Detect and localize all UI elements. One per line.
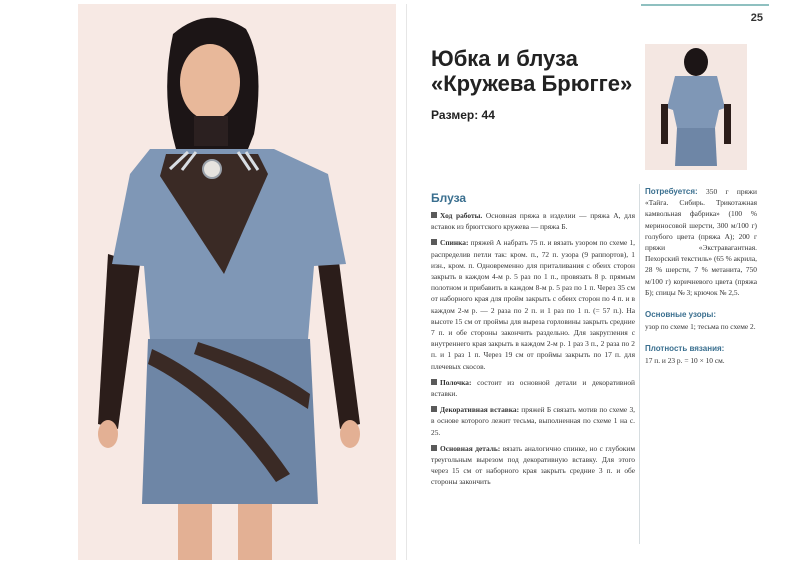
materials-block [645,186,757,298]
left-page [78,4,396,560]
model-photo [78,4,396,560]
patterns-heading: Основные узоры: [645,310,717,320]
patterns-block [645,310,757,332]
paragraph-main-part: Основная деталь: вязать аналогично спинке, но с глубоким треугольным вырезом под декоративную вставку. Для этого через 15 см от наборного края закрыть средние 3 п. и обе стороны закончить [431,443,635,487]
density-block [645,344,757,366]
back-view-thumbnail [645,44,747,170]
patterns-text: узор по схеме 1; тесьма по схеме 2. [645,322,756,332]
bullet-square-icon [431,445,437,451]
page-number: 25 [750,12,763,24]
density-text: 17 п. и 23 р. = 10 × 10 см. [645,356,725,366]
paragraph-work: Ход работы. Основная пряжа в изделии — пряжа А, для вставок из брюггского кружева — пряжа Б. [431,211,635,232]
column-divider [639,184,640,544]
paragraph-insert: Декоративная вставка: пряжей Б связать мотив по схеме 3, в основе которого лежит тесьма, выполненная по схеме 1 на с. 25. [431,405,635,437]
paragraph-back: Спинка: пряжей А набрать 75 п. и вязать узором по схеме 1, распределив петли так: кром. п., 72 п. узора (9 раппортов), 1 изн., кром. п. Одновременно для приталивания с обеих сторон закрыть в каждом 4-м р. 5 раз по 1 п., провязать 8 р. прямым полотном и прибавить в каждом 8-м р. 5 раз по 1 п. Через 35 см от наборного края для пройм закрыть с обеих сторон по 4 п. и в каждом 2-м р. — 2 раза по 2 п. и 1 раз по 1 п. (= 57 п.). На высоте 15 см от проймы для выреза горловины закрыть средние 7 п. и обе стороны закончить раздельно. Для закругления с внутреннего края закрыть в каждом 2-м р. 1 раз 3 п., 2 раза по 2 п. и 1 раз 1 п. Через 19 см от проймы закрыть по 17 п. для плечевых скосов. [431,238,635,371]
article-title [431,46,632,96]
bullet-square-icon [431,406,437,412]
title-line-2: «Кружева Брюгге» [431,71,633,96]
main-text-column [431,210,635,493]
size-label: Размер: 44 [431,108,495,122]
header-rule [641,4,769,6]
paragraph-front: Полочка: состоит из основной детали и декоративной вставки. [431,377,635,399]
density-heading: Плотность вязания: [645,344,725,354]
bullet-square-icon [431,379,437,385]
section-heading: Блуза [431,191,467,205]
right-page [406,4,769,560]
materials-text: 350 г пряжи «Тайга. Сибирь. Трикотажная камвольная фабрика» (100 % мериносовой шерсти, 300 м/100 г) голубого цвета (пряжа А); 200 г пряжи «Экстравагантная. Пехорский текстиль» (65 % акрила, 28 % шерсти, 7 % метанита, 750 м/100 г) коричневого цвета (пряжа Б); спицы № 3; крючок № 2,5. [645,187,757,297]
bullet-square-icon [431,212,437,218]
title-line-1: Юбка и блуза [431,46,578,71]
materials-heading: Потребуется: [645,187,698,196]
sidebar-column [645,186,757,378]
bullet-square-icon [431,239,437,245]
